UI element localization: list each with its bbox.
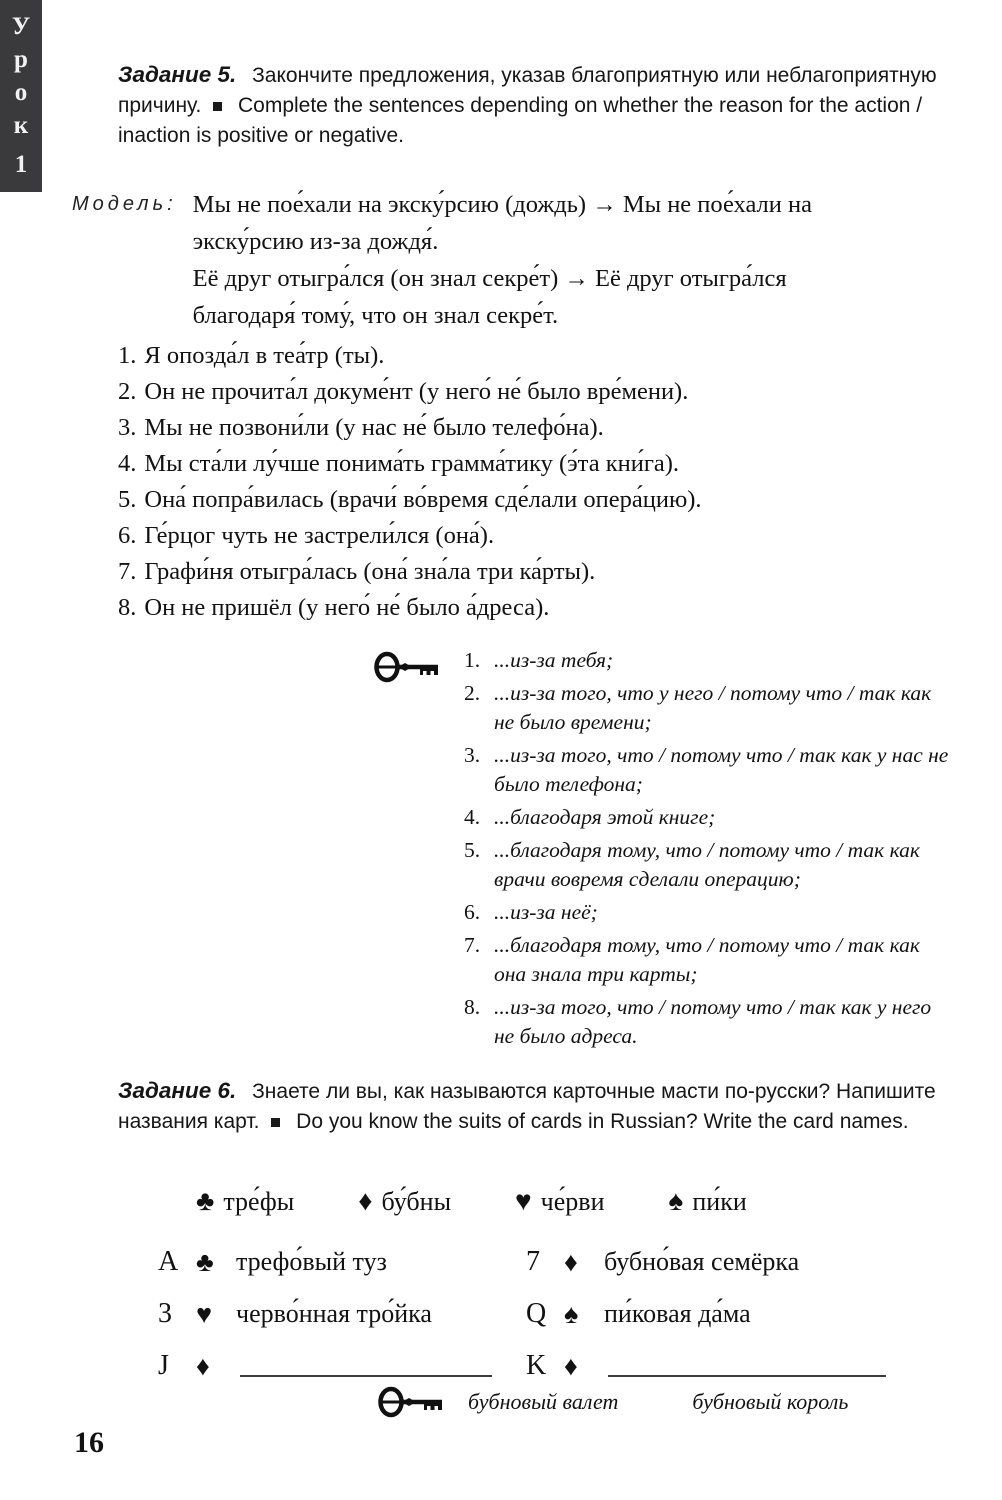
exercise-item: 3. Мы не позвони́ли (у нас не́ было телефо́на). (118, 414, 604, 441)
diamond-icon: ♦ (358, 1186, 373, 1217)
card-row-seven-diamonds: 7 ♦ бубно́вая семёрка (526, 1246, 800, 1277)
task5-label: Задание 5. (118, 62, 237, 87)
page-number: 16 (74, 1426, 104, 1459)
answer-item: 8. ...из-за того, что / потому что / так как у него не было адреса. (464, 995, 932, 1048)
answer-item: 5. ...благодаря тому, что / потому что / так как врачи вовремя сделали операцию; (464, 838, 920, 891)
suit-spades: ♠ пи́ки (668, 1186, 747, 1217)
key-icon (378, 1386, 446, 1418)
task6-instruction (118, 1076, 946, 1137)
answer-blank[interactable] (608, 1355, 886, 1377)
diamond-icon: ♦ (564, 1350, 578, 1381)
answer-blank[interactable] (240, 1355, 492, 1377)
heart-icon: ♥ (196, 1298, 213, 1329)
card-row-jack-diamonds: J ♦ (158, 1350, 526, 1382)
heart-icon: ♥ (515, 1186, 532, 1217)
square-bullet-icon (271, 1118, 280, 1127)
answer-king: бубновый король (692, 1389, 849, 1414)
model-example-1: Мы не пое́хали на экску́рсию (дождь) → Мы не пое́хали на экску́рсию из-за дождя́. (192, 191, 812, 255)
answer-item: 4. ...благодаря этой книге; (464, 805, 716, 829)
lesson-tab-letter: к (13, 112, 29, 139)
exercise-item: 8. Он не пришёл (у него́ не́ было а́дреса). (118, 594, 550, 621)
answer-item: 1. ...из-за тебя; (464, 648, 614, 672)
card-row-three-hearts: 3 ♥ черво́нная тро́йка (158, 1298, 432, 1329)
answer-item: 2. ...из-за того, что у него / потому что / так как не было времени; (464, 681, 932, 734)
exercise-item: 5. Она́ попра́вилась (врачи́ во́время сде́лали опера́цию). (118, 486, 702, 513)
task6-label: Задание 6. (118, 1078, 237, 1103)
lesson-number: 1 (14, 151, 28, 178)
answer-item: 6. ...из-за неё; (464, 900, 598, 924)
model-example-2: Её друг отыгра́лся (он знал секре́т) → Её друг отыгра́лся благодаря́ тому́, что он знал секре́т. (192, 265, 787, 329)
model-text (193, 186, 888, 334)
club-icon: ♣ (196, 1246, 214, 1277)
lesson-tab-letter: р (14, 46, 28, 73)
task5-answer-key (374, 646, 954, 1055)
model-block (72, 186, 952, 334)
exercise-item: 4. Мы ста́ли лу́чше понима́ть грамма́тику (э́та кни́га). (118, 450, 680, 477)
exercise5-items (118, 338, 948, 626)
exercise-item: 1. Я опозда́л в теа́тр (ты). (118, 342, 385, 369)
task5-text-ru: Закончите предложения, указав благоприятную или неблагоприятную причину. (118, 64, 937, 117)
key-icon (374, 651, 442, 683)
task6-text-en: Do you know the suits of cards in Russian? Write the card names. (296, 1110, 909, 1133)
answer-jack: бубновый валет (468, 1389, 619, 1414)
diamond-icon: ♦ (564, 1246, 578, 1277)
spade-icon: ♠ (564, 1298, 579, 1329)
answer-item: 3. ...из-за того, что / потому что / так как у нас не было телефона; (464, 743, 949, 796)
answer-item: 7. ...благодаря тому, что / потому что / так как она знала три карты; (464, 933, 920, 986)
spade-icon: ♠ (668, 1186, 684, 1217)
card-row-ace-clubs: A ♣ трефо́вый туз (158, 1246, 387, 1277)
card-row-queen-spades: Q ♠ пи́ковая да́ма (526, 1298, 751, 1329)
card-row-king-diamonds: K ♦ (526, 1350, 976, 1382)
lesson-tab-letter: У (11, 13, 31, 40)
lesson-tab (0, 0, 42, 192)
exercise-item: 6. Ге́рцог чуть не застрели́лся (она́). (118, 522, 495, 549)
cards-grid (158, 1236, 976, 1392)
task6-answer-key (378, 1386, 848, 1418)
task5-text-en: Complete the sentences depending on whether the reason for the action / inaction is positive or negative. (118, 94, 923, 147)
model-label: Модель: (72, 193, 177, 215)
suits-row (196, 1186, 747, 1218)
answer-list (464, 646, 952, 1051)
square-bullet-icon (213, 102, 222, 111)
diamond-icon: ♦ (196, 1350, 210, 1381)
exercise-item: 2. Он не прочита́л докуме́нт (у него́ не́ было вре́мени). (118, 378, 689, 405)
suit-hearts: ♥ че́рви (515, 1186, 605, 1217)
exercise-item: 7. Графи́ня отыгра́лась (она́ зна́ла три ка́рты). (118, 558, 596, 585)
task5-instruction (118, 60, 946, 151)
task6-text-ru: Знаете ли вы, как называются карточные масти по-русски? Напишите названия карт. (118, 1080, 936, 1133)
suit-clubs: ♣ тре́фы (196, 1186, 295, 1217)
suit-diamonds: ♦ бу́бны (358, 1186, 452, 1217)
lesson-tab-letter: о (14, 79, 28, 106)
club-icon: ♣ (196, 1186, 215, 1217)
